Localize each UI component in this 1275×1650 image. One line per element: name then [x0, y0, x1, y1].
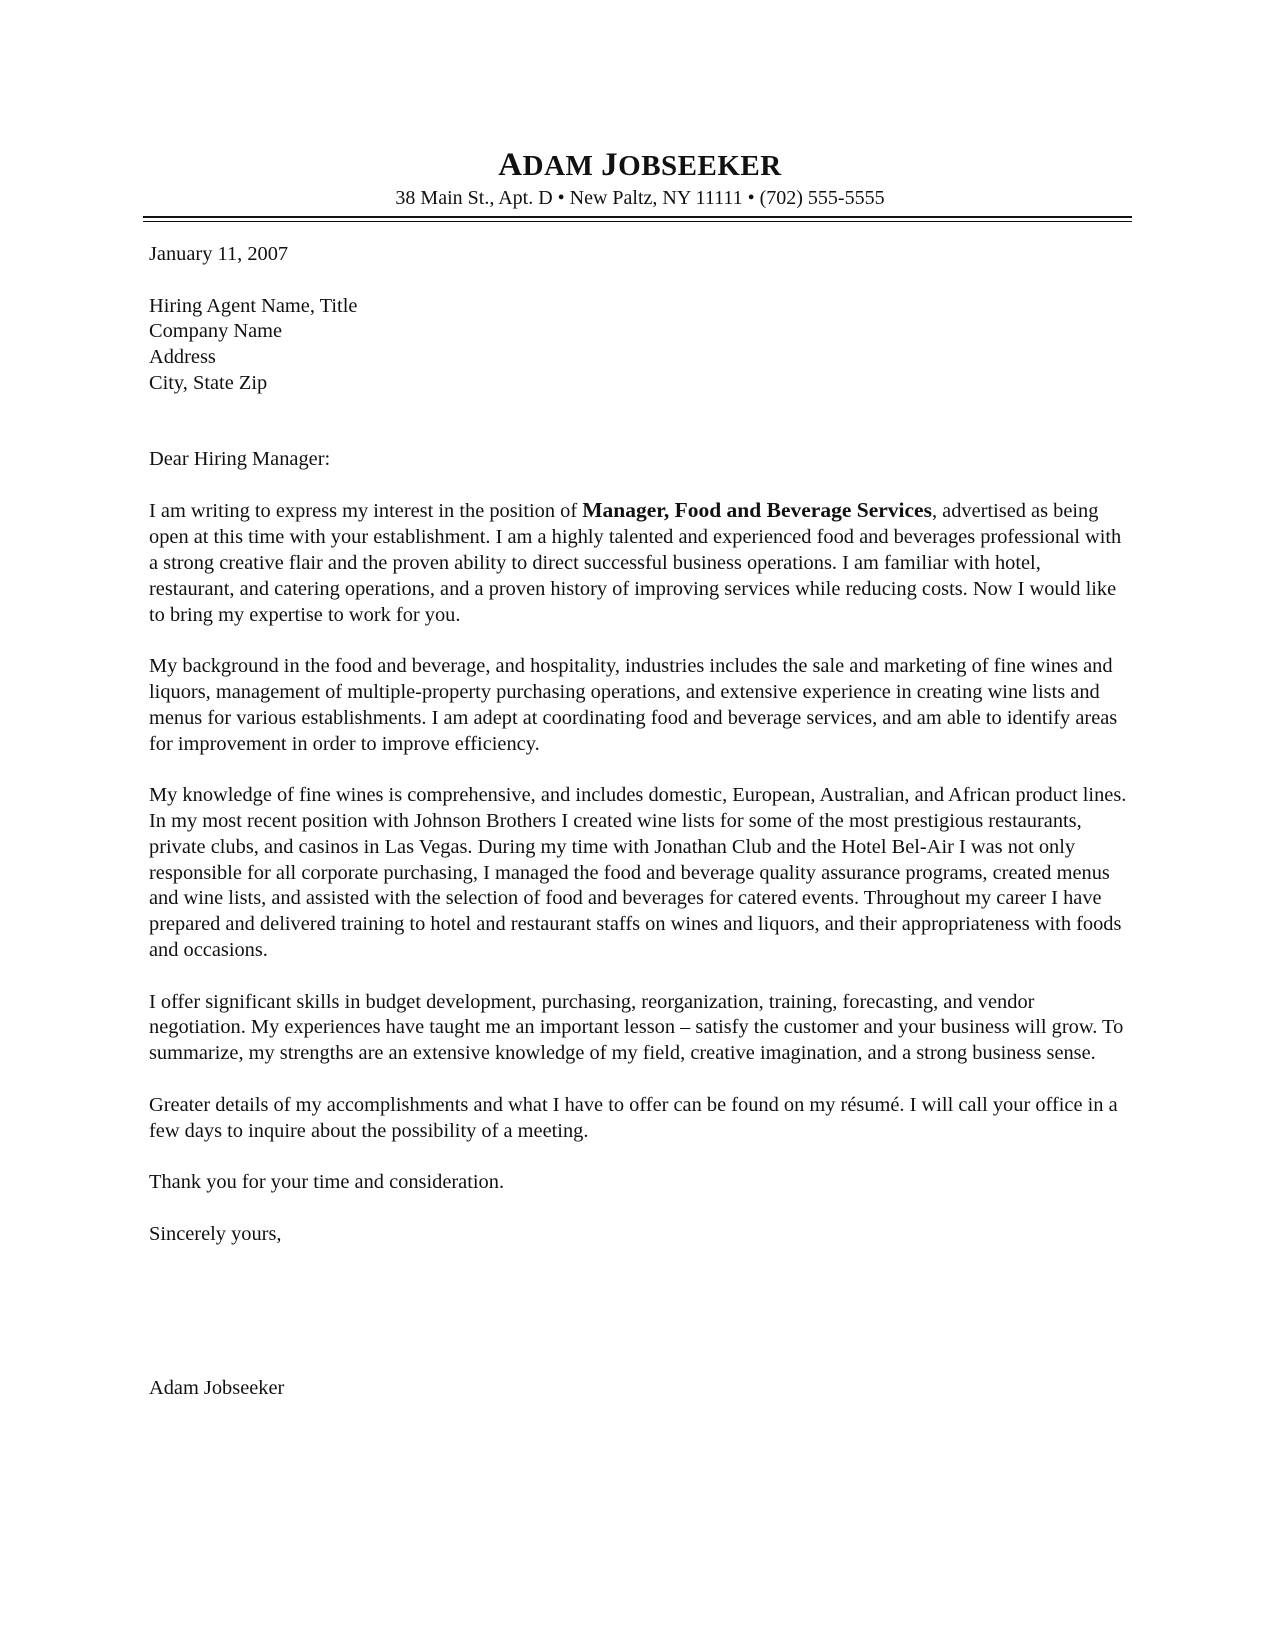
recipient-line-4: City, State Zip: [149, 371, 268, 394]
letter-date: January 11, 2007: [149, 243, 289, 265]
paragraph-1-rest: , advertised as being open at this time with your establishment. I am a highly talented and experienced food and beverages professional with a strong creative flair and the proven ability to direct successful business operations. I am familiar with hotel, restaurant, and catering operations, and a proven history of improving services while reducing costs. Now I would like to bring my expertise to work for you.: [149, 500, 1122, 626]
paragraph-6: Thank you for your time and consideration.: [149, 1171, 505, 1194]
paragraph-5: Greater details of my accomplishments and what I have to offer can be found on my résumé. I will call your office in a few days to inquire about the possibility of a meeting.: [149, 1093, 1118, 1142]
letterhead-rule-thick: [143, 216, 1132, 218]
name-last-initial: J: [601, 147, 619, 183]
paragraph-1: [149, 498, 1129, 628]
paragraph-1-intro: I am writing to express my interest in the position of: [149, 500, 583, 523]
name-first-initial: A: [498, 147, 523, 183]
recipient-line-3: Address: [149, 346, 216, 369]
letterhead: [148, 148, 1132, 211]
recipient-address: [149, 294, 1129, 397]
sender-contact: 38 Main St., Apt. D • New Paltz, NY 11111 • (702) 555-5555: [395, 187, 885, 209]
paragraph-3: My knowledge of fine wines is comprehensive, and includes domestic, European, Australian, and African product lines. In my most recent position with Johnson Brothers I created wine lists for some of the most prestigious restaurants, private clubs, and casinos in Las Vegas. During my time with Jonathan Club and the Hotel Bel-Air I was not only responsible for all corporate purchasing, I managed the food and beverage quality assurance programs, created menus and wine lists, and assisted with the selection of food and beverages for catered events. Throughout my career I have prepared and delivered training to hotel and restaurant staffs on wines and liquors, and their appropriateness with foods and occasions.: [149, 784, 1127, 961]
recipient-line-2: Company Name: [149, 320, 283, 343]
name-last-rest: OBSEEKER: [618, 150, 782, 182]
name-first-rest: DAM: [522, 150, 602, 182]
position-title: Manager, Food and Beverage Services: [582, 498, 932, 523]
paragraph-2: My background in the food and beverage, and hospitality, industries includes the sale and marketing of fine wines and liquors, management of multiple-property purchasing operations, and extensive experience in creating wine lists and menus for various establishments. I am adept at coordinating food and beverage services, and am able to identify areas for improvement in order to improve efficiency.: [149, 655, 1118, 755]
signature-space: [149, 1273, 1129, 1376]
signature-name: Adam Jobseeker: [149, 1377, 285, 1400]
closing: Sincerely yours,: [149, 1222, 282, 1245]
salutation: Dear Hiring Manager:: [149, 447, 331, 470]
paragraph-4: I offer significant skills in budget development, purchasing, reorganization, training, forecasting, and vendor negotiation. My experiences have taught me an important lesson – satisfy the customer and your business will grow. To summarize, my strengths are an extensive knowledge of my field, creative imagination, and a strong business sense.: [149, 990, 1124, 1065]
letterhead-rule-thin: [143, 221, 1132, 222]
letter-body: [149, 242, 1129, 1428]
recipient-line-1: Hiring Agent Name, Title: [149, 294, 358, 317]
sender-name: [148, 148, 1132, 183]
